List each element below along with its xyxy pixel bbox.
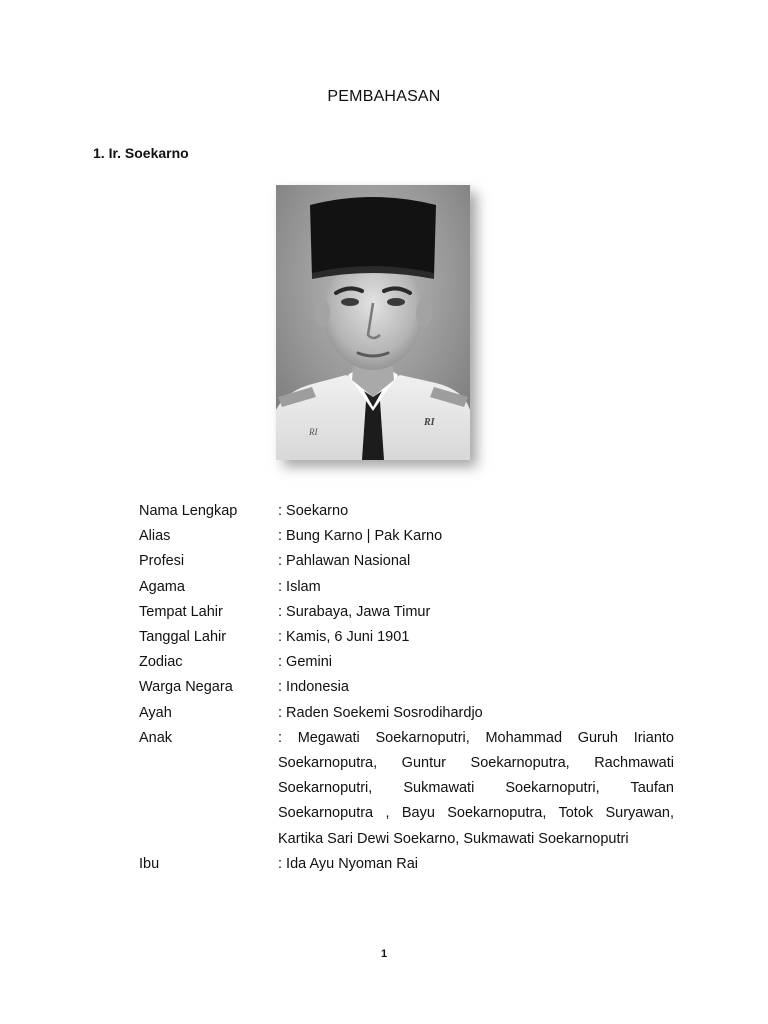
bio-row: [139, 499, 679, 524]
bio-label: Ayah: [139, 704, 172, 721]
bio-value: : Indonesia: [278, 679, 349, 696]
bio-label: Warga Negara: [139, 679, 233, 696]
biography-table: [139, 499, 679, 877]
bio-label: Anak: [139, 729, 173, 746]
bio-label: Ibu: [139, 855, 160, 872]
bio-label: Agama: [139, 578, 185, 595]
bio-value: : Soekarno: [278, 503, 349, 519]
section-heading: 1. Ir. Soekarno: [93, 145, 189, 161]
bio-row: [139, 701, 679, 726]
bio-row: [139, 625, 679, 650]
bio-value: : Gemini: [278, 654, 332, 671]
bio-row: [139, 675, 679, 700]
bio-value: : Pahlawan Nasional: [278, 553, 411, 570]
bio-value: : Kamis, 6 Juni 1901: [278, 629, 410, 646]
bio-label: Tempat Lahir: [139, 603, 223, 620]
bio-row: [139, 726, 679, 852]
bio-label: Nama Lengkap: [139, 503, 238, 519]
bio-value: : Islam: [278, 578, 321, 595]
bio-value: : Megawati Soekarnoputri, Mohammad Guruh Irianto Soekarnoputra, Guntur Soekarnoputra, Rachmawati Soekarnoputri, Sukmawati Soekarnoputri, Taufan Soekarnoputra , Bayu Soekarnoputra, Totok Suryawan, Kartika Sari Dewi Soekarno, Sukmawati Soekarnoputri: [278, 729, 674, 847]
bio-row: [139, 852, 679, 877]
bio-value: : Surabaya, Jawa Timur: [278, 603, 431, 620]
insignia-left: RI: [309, 427, 318, 437]
bio-label: Tanggal Lahir: [139, 629, 227, 646]
bio-value: : Bung Karno | Pak Karno: [278, 528, 443, 545]
bio-row: [139, 600, 679, 625]
page-number: 1: [380, 948, 388, 960]
bio-row: [139, 549, 679, 574]
bio-label: Alias: [139, 528, 171, 545]
bio-row: [139, 524, 679, 549]
bio-row: [139, 575, 679, 600]
bio-value: : Raden Soekemi Sosrodihardjo: [278, 704, 483, 721]
bio-value: : Ida Ayu Nyoman Rai: [278, 855, 418, 872]
bio-label: Profesi: [139, 553, 185, 570]
bio-label: Zodiac: [139, 654, 183, 671]
portrait-photo: [276, 185, 470, 460]
bio-row: [139, 650, 679, 675]
page-title: PEMBAHASAN: [327, 88, 441, 105]
insignia-right: RI: [424, 417, 435, 428]
